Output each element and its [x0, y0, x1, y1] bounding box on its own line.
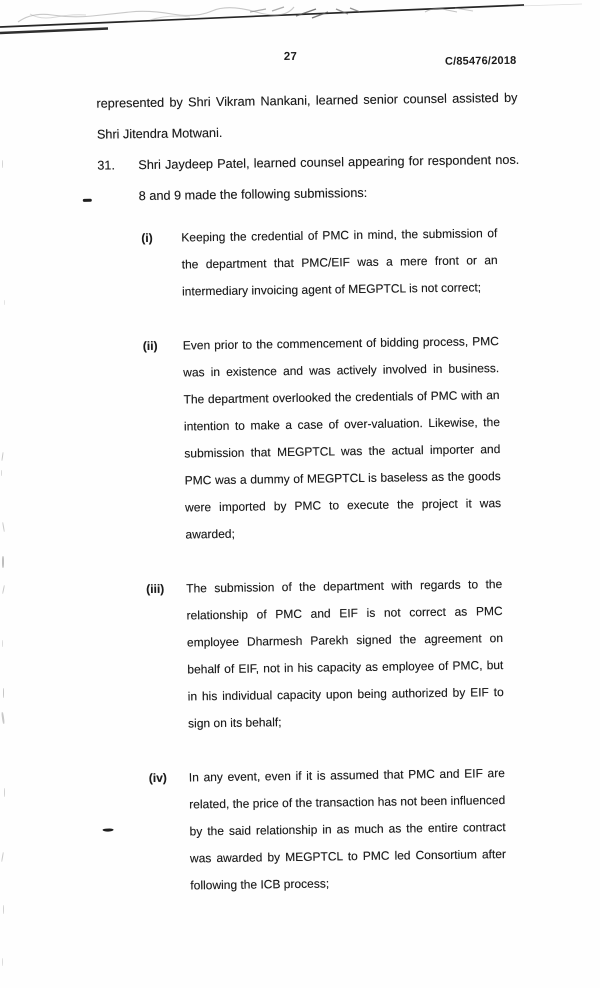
submission-item-i: [141, 220, 498, 306]
submission-label: (ii): [142, 338, 158, 354]
submission-text: Even prior to the commencement of bidding process, PMC was in existence and was actively involved in business. The department overlooked the credentials of PMC with an intention to make a case of over-valuation. Likewise, the submission that MEGPTCL was the actual importer and PMC was a dummy of MEGPTCL is baseless as the goods were imported by PMC to execute the project it was awarded;: [182, 334, 502, 542]
paragraph-number: 31.: [97, 158, 116, 173]
scan-speck: [2, 958, 3, 966]
scan-speck: [1, 470, 2, 476]
paragraph-text: Shri Jaydeep Patel, learned counsel appearing for respondent nos. 8 and 9 made the following submissions:: [138, 152, 520, 204]
scan-speck: [1, 852, 4, 862]
submission-text: The submission of the department with regards to the relationship of PMC and EIF is not correct as PMC employee Dharmesh Parekh signed the agreement on behalf of EIF, not in his capacity as employee of PMC, but in his individual capacity upon being authorized by EIF to sign on its behalf;: [186, 577, 504, 731]
submission-item-iii: [146, 571, 504, 738]
submission-item-ii: [143, 328, 502, 549]
submission-item-iv: [149, 760, 507, 900]
scan-speck: [2, 640, 3, 647]
submissions-list: [141, 220, 506, 900]
submission-label: (i): [141, 230, 153, 246]
document-body: [96, 83, 530, 928]
page-number: 27: [283, 50, 298, 64]
scan-speck: [2, 585, 5, 594]
paragraph-31: [97, 145, 520, 213]
submission-text: Keeping the credential of PMC in mind, the submission of the department that PMC/EIF was a mere front or an intermediary invoicing agent of MEGPTCL is not correct;: [181, 226, 498, 299]
continuation-paragraph: represented by Shri Vikram Nankani, learned senior counsel assisted by Shri Jitendra Motwani.: [96, 90, 518, 142]
scan-speck: [3, 688, 4, 698]
submission-label: (iv): [148, 770, 167, 785]
scan-speck: [2, 556, 4, 568]
scan-speck: [2, 522, 5, 532]
scan-speck: [3, 905, 4, 914]
scan-speck: [1, 712, 5, 724]
submission-text: In any event, even if it is assumed that PMC and EIF are related, the price of the transaction has not been influenced by the said relationship in as much as the entire contract was awarded by MEGPTCL to PMC led Consortium after following the ICB process;: [188, 766, 507, 893]
scan-speck: [1, 452, 3, 461]
case-number: C/85476/2018: [444, 54, 517, 68]
scan-speck: [4, 788, 5, 797]
submission-label: (iii): [146, 581, 165, 597]
margin-dash: [83, 199, 92, 202]
